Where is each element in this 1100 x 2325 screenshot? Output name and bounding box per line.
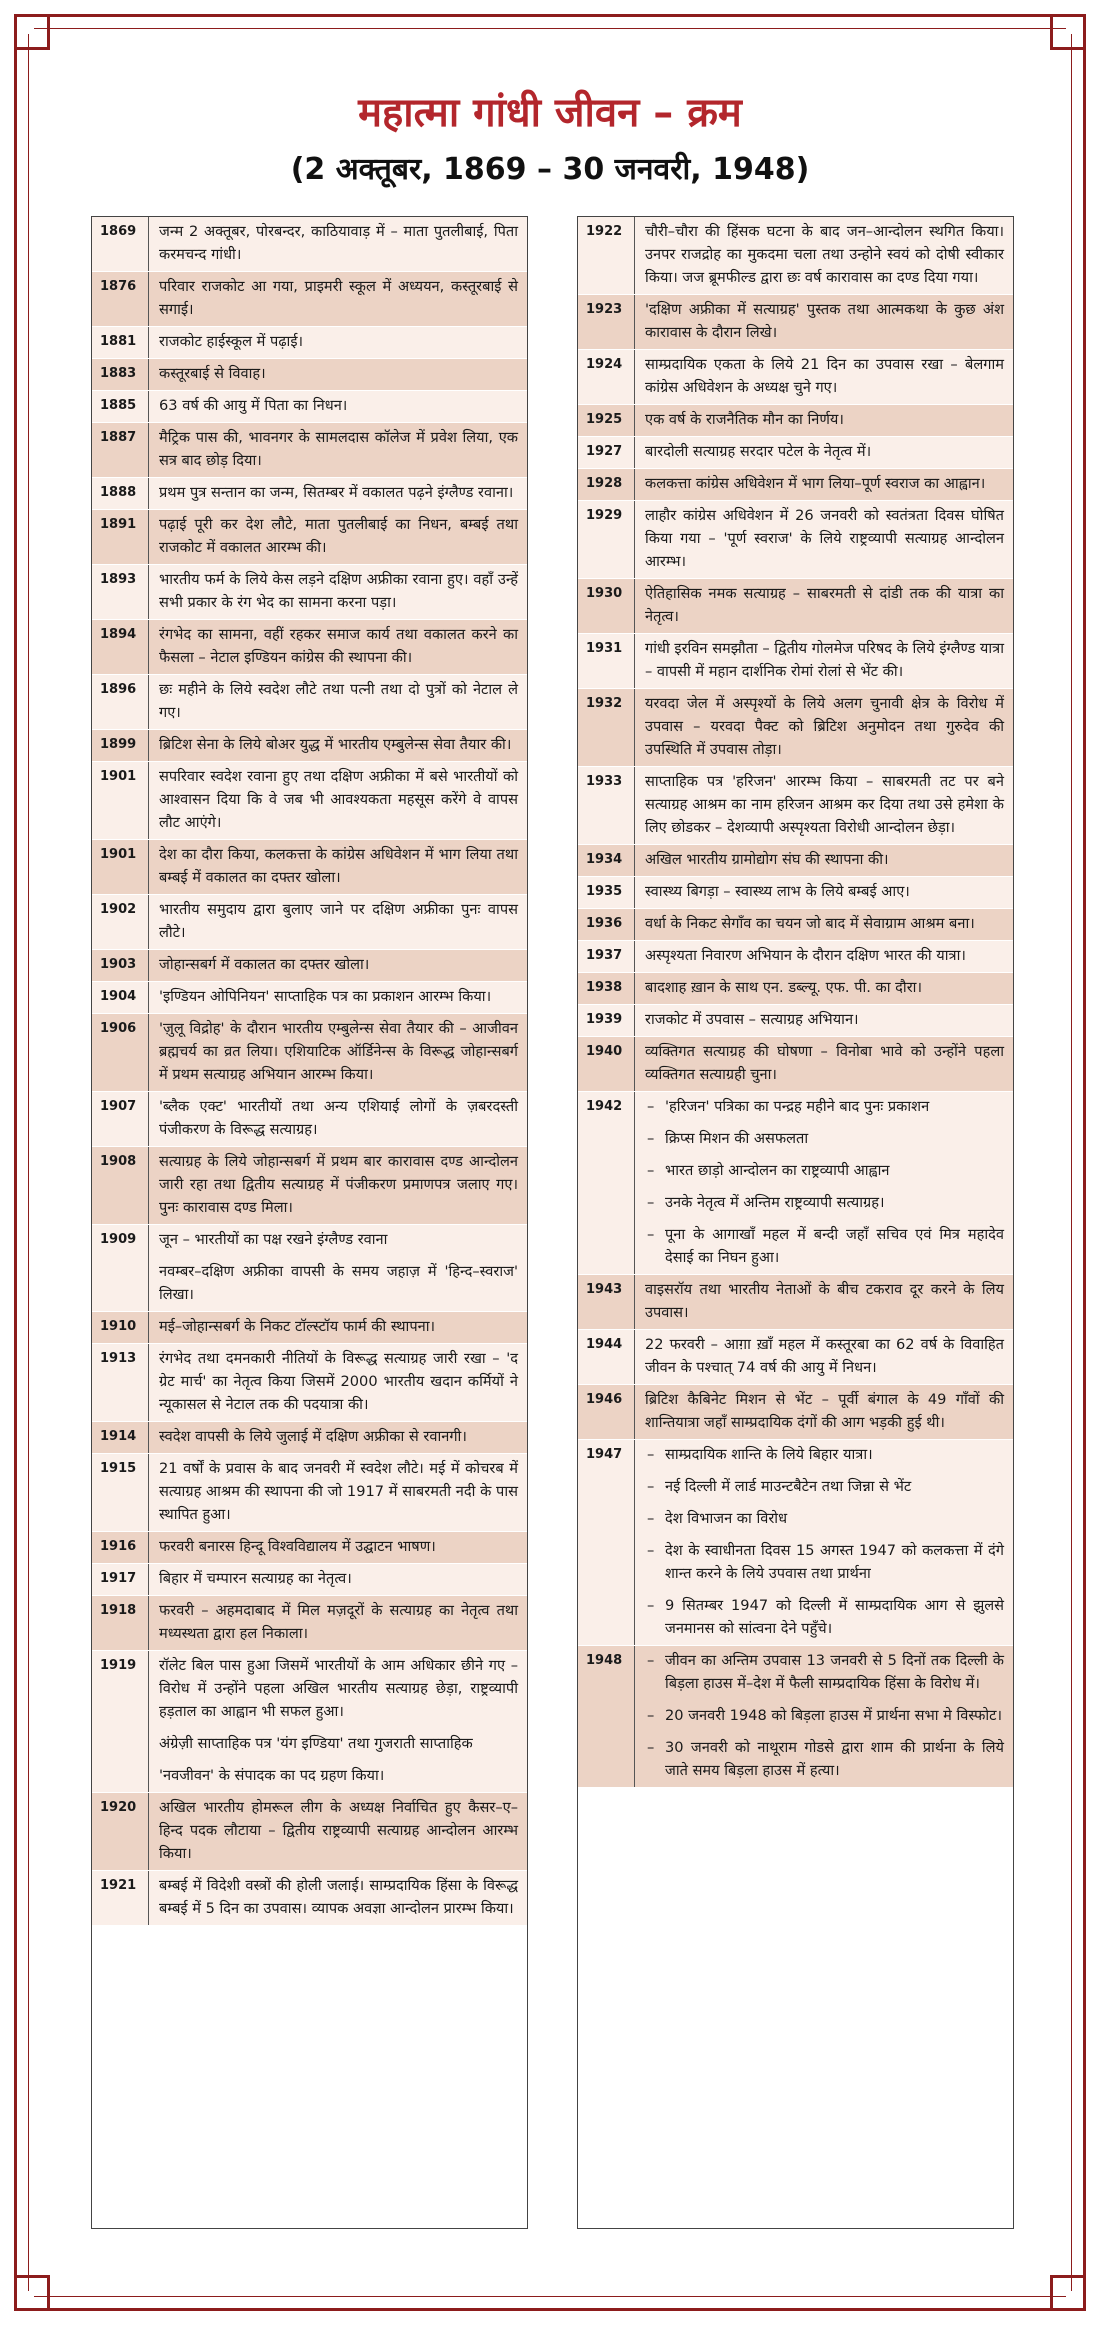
timeline-year: 1932 bbox=[586, 696, 623, 711]
timeline-event-item: – जीवन का अन्तिम उपवास 13 जनवरी से 5 दिनों तक दिल्ली के बिड़ला हाउस में–देश में फैली साम्प्रदायिक हिंसा के विरोध में। bbox=[645, 1649, 1004, 1695]
timeline-row bbox=[578, 295, 1013, 350]
timeline-row bbox=[578, 877, 1013, 909]
timeline-event bbox=[634, 217, 1013, 294]
timeline-event-item: – 20 जनवरी 1948 को बिड़ला हाउस में प्रार्थना सभा मे विस्फोट। bbox=[645, 1704, 1004, 1727]
timeline-event bbox=[148, 620, 527, 674]
timeline-event-text: देश का दौरा किया, कलकत्ता के कांग्रेस अधिवेशन में भाग लिया तथा बम्बई में वकालत का दफ्तर खोला। bbox=[159, 846, 518, 886]
timeline-row bbox=[578, 579, 1013, 634]
timeline-event bbox=[148, 1092, 527, 1146]
timeline-event-text: बारदोली सत्याग्रह सरदार पटेल के नेतृत्व में। bbox=[645, 443, 872, 460]
timeline-year: 1939 bbox=[586, 1012, 623, 1027]
timeline-year: 1938 bbox=[586, 980, 623, 995]
timeline-row bbox=[578, 689, 1013, 767]
timeline-row bbox=[92, 423, 527, 478]
timeline-event-item: – 30 जनवरी को नाथूराम गोडसे द्वारा शाम की प्रार्थना के लिये जाते समय बिड़ला हाउस में हत्या। bbox=[645, 1736, 1004, 1782]
timeline-row bbox=[92, 895, 527, 950]
timeline-event-item: – देश विभाजन का विरोध bbox=[645, 1507, 1004, 1530]
timeline-year: 1894 bbox=[100, 627, 137, 642]
timeline-event bbox=[148, 478, 527, 509]
timeline-event bbox=[634, 437, 1013, 468]
timeline-row bbox=[92, 1596, 527, 1651]
timeline-event-text: प्रथम पुत्र सन्तान का जन्म, सितम्बर में वकालत पढ़ने इंग्लैण्ड रवाना। bbox=[159, 484, 514, 501]
timeline-event-text: व्यक्तिगत सत्याग्रह की घोषणा – विनोबा भावे को उन्होंने पहला व्यक्तिगत सत्याग्रही चुना। bbox=[645, 1043, 1004, 1083]
timeline-row bbox=[578, 1385, 1013, 1440]
timeline-year: 1906 bbox=[100, 1021, 137, 1036]
timeline-year: 1904 bbox=[100, 989, 137, 1004]
timeline-year: 1901 bbox=[100, 847, 137, 862]
timeline-row bbox=[578, 1037, 1013, 1092]
timeline-event-item: – 9 सितम्बर 1947 को दिल्ली में साम्प्रदायिक आग से झुलसे जनमानस को सांत्वना देने पहुँचे। bbox=[645, 1594, 1004, 1640]
timeline-event-text: एक वर्ष के राजनैतिक मौन का निर्णय। bbox=[645, 411, 844, 428]
timeline-row bbox=[92, 327, 527, 359]
timeline-row bbox=[578, 941, 1013, 973]
timeline-event bbox=[148, 1147, 527, 1224]
timeline-event bbox=[148, 1651, 527, 1792]
timeline-year: 1876 bbox=[100, 279, 137, 294]
timeline-row bbox=[92, 1793, 527, 1871]
timeline-row bbox=[92, 840, 527, 895]
timeline-event bbox=[148, 391, 527, 422]
timeline-row bbox=[92, 1564, 527, 1596]
timeline-event-item: – भारत छाड़ो आन्दोलन का राष्ट्रव्यापी आह्वान bbox=[645, 1159, 1004, 1182]
timeline-year: 1915 bbox=[100, 1461, 137, 1476]
timeline-event-text: साप्ताहिक पत्र 'हरिजन' आरम्भ किया – साबरमती तट पर बने सत्याग्रह आश्रम का नाम हरिजन आश्रम कर दिया तथा उसे हमेशा के लिए छोडकर – देशव्यापी अस्पृश्यता विरोधी आन्दोलन छेड़ा। bbox=[645, 773, 1004, 836]
timeline-year: 1902 bbox=[100, 902, 137, 917]
timeline-event-text: वर्धा के निकट सेगाँव का चयन जो बाद में सेवाग्राम आश्रम बना। bbox=[645, 915, 975, 932]
timeline-year: 1918 bbox=[100, 1603, 137, 1618]
timeline-event bbox=[634, 1092, 1013, 1274]
timeline-year: 1923 bbox=[586, 302, 623, 317]
timeline-event bbox=[148, 1454, 527, 1531]
timeline-row bbox=[578, 767, 1013, 845]
timeline-event-text: मैट्रिक पास की, भावनगर के सामलदास कॉलेज में प्रवेश लिया, एक सत्र बाद छोड़ दिया। bbox=[159, 429, 518, 469]
timeline-year: 1931 bbox=[586, 641, 623, 656]
timeline-year: 1934 bbox=[586, 852, 623, 867]
timeline-event-text: बादशाह ख़ान के साथ एन. डब्ल्यू. एफ. पी. का दौरा। bbox=[645, 979, 922, 996]
timeline-row bbox=[578, 1092, 1013, 1275]
timeline-year: 1928 bbox=[586, 476, 623, 491]
timeline-year: 1914 bbox=[100, 1429, 137, 1444]
timeline-event-item: – उनके नेतृत्व में अन्तिम राष्ट्रव्यापी सत्याग्रह। bbox=[645, 1191, 1004, 1214]
timeline-row bbox=[578, 1440, 1013, 1646]
timeline-row bbox=[92, 565, 527, 620]
timeline-event-text: बम्बई में विदेशी वस्त्रों की होली जलाई। साम्प्रदायिक हिंसा के विरूद्ध बम्बई में 5 दिन का उपवास। व्यापक अवज्ञा आन्दोलन प्रारम्भ किया। bbox=[159, 1877, 518, 1917]
timeline-year: 1937 bbox=[586, 948, 623, 963]
timeline-event-text: 22 फरवरी – आग़ा ख़ाँ महल में कस्तूरबा का 62 वर्ष के विवाहित जीवन के पश्चात् 74 वर्ष की आयु में निधन। bbox=[645, 1336, 1004, 1376]
timeline-row bbox=[92, 217, 527, 272]
timeline-event bbox=[148, 762, 527, 839]
timeline-row bbox=[92, 359, 527, 391]
timeline-year: 1910 bbox=[100, 1319, 137, 1334]
timeline-year: 1908 bbox=[100, 1154, 137, 1169]
timeline-event bbox=[148, 423, 527, 477]
timeline-event bbox=[148, 1312, 527, 1343]
timeline-event-text: अखिल भारतीय होमरूल लीग के अध्यक्ष निर्वाचित हुए कैसर–ए–हिन्द पदक लौटाया – द्वितीय राष्ट्रव्यापी सत्याग्रह आन्दोलन आरम्भ किया। bbox=[159, 1799, 518, 1862]
timeline-year: 1946 bbox=[586, 1392, 623, 1407]
timeline-row bbox=[578, 1330, 1013, 1385]
timeline-event-item: – 'हरिजन' पत्रिका का पन्द्रह महीने बाद पुनः प्रकाशन bbox=[645, 1095, 1004, 1118]
timeline-year: 1927 bbox=[586, 444, 623, 459]
timeline-row bbox=[92, 982, 527, 1014]
timeline-year: 1944 bbox=[586, 1337, 623, 1352]
timeline-event-text: जोहान्सबर्ग में वकालत का दफ्तर खोला। bbox=[159, 956, 370, 973]
timeline-event bbox=[148, 840, 527, 894]
timeline-event-text: स्वदेश वापसी के लिये जुलाई में दक्षिण अफ्रीका से रवानगी। bbox=[159, 1428, 467, 1445]
timeline-event-text: भारतीय फर्म के लिये केस लड़ने दक्षिण अफ्रीका रवाना हुए। वहाँ उन्हें सभी प्रकार के रंग भेद का सामना करना पड़ा। bbox=[159, 571, 518, 611]
timeline-row bbox=[92, 1147, 527, 1225]
timeline-year: 1935 bbox=[586, 884, 623, 899]
timeline-event bbox=[148, 730, 527, 761]
timeline-year: 1921 bbox=[100, 1878, 137, 1893]
timeline-row bbox=[578, 405, 1013, 437]
timeline-event-text: नवम्बर–दक्षिण अफ्रीका वापसी के समय जहाज़ में 'हिन्द–स्वराज' लिखा। bbox=[159, 1263, 518, 1303]
timeline-event bbox=[148, 982, 527, 1013]
timeline-year: 1891 bbox=[100, 517, 137, 532]
timeline-row bbox=[92, 1454, 527, 1532]
timeline-event bbox=[148, 1014, 527, 1091]
timeline-event bbox=[634, 405, 1013, 436]
timeline-event-text: 63 वर्ष की आयु में पिता का निधन। bbox=[159, 397, 348, 414]
timeline-row bbox=[92, 1422, 527, 1454]
timeline-row bbox=[92, 478, 527, 510]
timeline-row bbox=[92, 620, 527, 675]
timeline-year: 1947 bbox=[586, 1447, 623, 1462]
timeline-event bbox=[148, 510, 527, 564]
timeline-event-text: अखिल भारतीय ग्रामोद्योग संघ की स्थापना की। bbox=[645, 851, 889, 868]
timeline-row bbox=[92, 1312, 527, 1344]
timeline-event-text: 'दक्षिण अफ्रीका में सत्याग्रह' पुस्तक तथा आत्मकथा के कुछ अंश कारावास के दौरान लिखे। bbox=[645, 301, 1004, 341]
timeline-row bbox=[92, 272, 527, 327]
timeline-row bbox=[92, 762, 527, 840]
timeline-year: 1901 bbox=[100, 769, 137, 784]
timeline-year: 1948 bbox=[586, 1653, 623, 1668]
timeline-event bbox=[148, 272, 527, 326]
timeline-event-text: 'ज़ुलू विद्रोह' के दौरान भारतीय एम्बुलेन्स सेवा तैयार की – आजीवन ब्रह्मचर्य का व्रत लिया। एशियाटिक ऑर्डिनेन्स के विरूद्ध जोहान्सबर्ग में प्रथम सत्याग्रह अभियान आरम्भ किया। bbox=[159, 1020, 518, 1083]
timeline-year: 1933 bbox=[586, 774, 623, 789]
timeline-event-list bbox=[645, 1443, 1004, 1640]
timeline-event bbox=[634, 767, 1013, 844]
timeline-event-text: जून – भारतीयों का पक्ष रखने इंग्लैण्ड रवाना bbox=[159, 1231, 388, 1248]
timeline-row bbox=[578, 1275, 1013, 1330]
timeline-event-text: लाहौर कांग्रेस अधिवेशन में 26 जनवरी को स्वतंत्रता दिवस घोषित किया गया – 'पूर्ण स्वराज' के लिये राष्ट्रव्यापी सत्याग्रह आन्दोलन आरम्भ। bbox=[645, 507, 1004, 570]
timeline-event bbox=[148, 1225, 527, 1311]
timeline-event-text: परिवार राजकोट आ गया, प्राइमरी स्कूल में अध्ययन, कस्तूरबाई से सगाई। bbox=[159, 278, 518, 318]
timeline-event bbox=[148, 217, 527, 271]
timeline-event-item: – नई दिल्ली में लार्ड माउन्टबैटेन तथा जिन्ना से भेंट bbox=[645, 1475, 1004, 1498]
timeline-event bbox=[634, 845, 1013, 876]
timeline-event bbox=[634, 350, 1013, 404]
timeline-event-text: यरवदा जेल में अस्पृश्यों के लिये अलग चुनावी क्षेत्र के विरोध में उपवास – यरवदा पैक्ट को ब्रिटिश अनुमोदन तथा गुरुदेव की उपस्थिति में उपवास तोड़ा। bbox=[645, 695, 1004, 758]
timeline-event-text: 21 वर्षों के प्रवास के बाद जनवरी में स्वदेश लौटे। मई में कोचरब में सत्याग्रह आश्रम की स्थापना की जो 1917 में साबरमती नदी के पास स्थापित हुआ। bbox=[159, 1460, 518, 1523]
timeline-event-text: फरवरी बनारस हिन्दू विश्वविद्यालय में उद्घाटन भाषण। bbox=[159, 1538, 436, 1555]
timeline-event bbox=[148, 359, 527, 390]
timeline-year: 1885 bbox=[100, 398, 137, 413]
timeline-event bbox=[634, 877, 1013, 908]
timeline-event bbox=[634, 1275, 1013, 1329]
timeline-year: 1913 bbox=[100, 1351, 137, 1366]
timeline-row bbox=[92, 1651, 527, 1793]
timeline-row bbox=[578, 469, 1013, 501]
timeline-event-text: चौरी–चौरा की हिंसक घटना के बाद जन–आन्दोलन स्थगित किया। उनपर राजद्रोह का मुकदमा चला तथा उन्होने स्वयं को दोषी स्वीकार किया। जज ब्रूमफील्ड द्वारा छः वर्ष कारावास का दण्ड दिया गया। bbox=[645, 223, 1004, 286]
timeline-year: 1881 bbox=[100, 334, 137, 349]
timeline-row bbox=[578, 501, 1013, 579]
timeline-event-text: वाइसरॉय तथा भारतीय नेताओं के बीच टकराव दूर करने के लिय उपवास। bbox=[645, 1281, 1004, 1321]
timeline-event bbox=[634, 295, 1013, 349]
timeline-year: 1893 bbox=[100, 572, 137, 587]
page-title: महात्मा गांधी जीवन – क्रम bbox=[358, 90, 742, 136]
timeline-event-text: सत्याग्रह के लिये जोहान्सबर्ग में प्रथम बार कारावास दण्ड आन्दोलन जारी रहा तथा द्वितीय सत्याग्रह में पंजीकरण प्रमाणपत्र जलाए गए। पुनः कारावास दण्ड मिला। bbox=[159, 1153, 518, 1216]
timeline-event bbox=[148, 327, 527, 358]
timeline-left-column bbox=[91, 216, 528, 2229]
timeline-event-text: साम्प्रदायिक एकता के लिये 21 दिन का उपवास रखा – बेलगाम कांग्रेस अधिवेशन के अध्यक्ष चुने गए। bbox=[645, 356, 1004, 396]
timeline-event-text: अस्पृश्यता निवारण अभियान के दौरान दक्षिण भारत की यात्रा। bbox=[645, 947, 966, 964]
timeline-event-list bbox=[645, 1095, 1004, 1269]
timeline-year: 1916 bbox=[100, 1539, 137, 1554]
timeline-event-text: 'नवजीवन' के संपादक का पद ग्रहण किया। bbox=[159, 1767, 385, 1784]
timeline-event bbox=[148, 895, 527, 949]
timeline-event-text: स्वास्थ्य बिगड़ा – स्वास्थ्य लाभ के लिये बम्बई आए। bbox=[645, 883, 910, 900]
timeline-year: 1883 bbox=[100, 366, 137, 381]
timeline-year: 1943 bbox=[586, 1282, 623, 1297]
timeline-event bbox=[634, 1037, 1013, 1091]
timeline-event bbox=[148, 950, 527, 981]
timeline-event-text: राजकोट हाईस्कूल में पढ़ाई। bbox=[159, 333, 304, 350]
timeline-event bbox=[634, 689, 1013, 766]
timeline-year: 1940 bbox=[586, 1044, 623, 1059]
timeline-event bbox=[634, 1440, 1013, 1645]
timeline-row bbox=[578, 845, 1013, 877]
timeline-row bbox=[578, 217, 1013, 295]
timeline-event-text: मई–जोहान्सबर्ग के निकट टॉल्स्टॉय फार्म की स्थापना। bbox=[159, 1318, 436, 1335]
timeline-event bbox=[634, 1005, 1013, 1036]
timeline-row bbox=[92, 1532, 527, 1564]
timeline-event-item: – साम्प्रदायिक शान्ति के लिये बिहार यात्रा। bbox=[645, 1443, 1004, 1466]
timeline-event bbox=[634, 909, 1013, 940]
timeline-year: 1917 bbox=[100, 1571, 137, 1586]
timeline-event bbox=[148, 675, 527, 729]
timeline-row bbox=[92, 730, 527, 762]
timeline-event-text: राजकोट में उपवास – सत्याग्रह अभियान। bbox=[645, 1011, 859, 1028]
timeline-row bbox=[92, 1014, 527, 1092]
timeline-row bbox=[578, 909, 1013, 941]
timeline-year: 1888 bbox=[100, 485, 137, 500]
timeline-event-text: छः महीने के लिये स्वदेश लौटे तथा पत्नी तथा दो पुत्रों को नेटाल ले गए। bbox=[159, 681, 518, 721]
timeline-year: 1887 bbox=[100, 430, 137, 445]
timeline-event bbox=[148, 1793, 527, 1870]
timeline-event-text: कस्तूरबाई से विवाह। bbox=[159, 365, 266, 382]
timeline-event bbox=[634, 1646, 1013, 1787]
timeline-row bbox=[92, 1092, 527, 1147]
timeline-event-text: गांधी इरविन समझौता – द्वितीय गोलमेज परिषद के लिये इंग्लैण्ड यात्रा – वापसी में महान दार्शनिक रोमां रोलां से भेंट की। bbox=[645, 640, 1004, 680]
timeline-event-text: पढ़ाई पूरी कर देश लौटे, माता पुतलीबाई का निधन, बम्बई तथा राजकोट में वकालत आरम्भ की। bbox=[159, 516, 518, 556]
timeline-event bbox=[148, 565, 527, 619]
timeline-year: 1919 bbox=[100, 1658, 137, 1673]
timeline-event-text: अंग्रेज़ी साप्ताहिक पत्र 'यंग इण्डिया' तथा गुजराती साप्ताहिक bbox=[159, 1735, 473, 1752]
timeline-year: 1920 bbox=[100, 1800, 137, 1815]
timeline-event bbox=[634, 634, 1013, 688]
timeline-event bbox=[148, 1871, 527, 1925]
timeline-event bbox=[634, 1385, 1013, 1439]
timeline-event bbox=[634, 469, 1013, 500]
timeline-year: 1924 bbox=[586, 357, 623, 372]
timeline-event-text: ब्रिटिश कैबिनेट मिशन से भेंट – पूर्वी बंगाल के 49 गाँवों की शान्तियात्रा जहाँ साम्प्रदायिक दंगों की आग भड़की हुई थी। bbox=[645, 1391, 1004, 1431]
timeline-row bbox=[92, 1344, 527, 1422]
timeline-year: 1869 bbox=[100, 224, 137, 239]
timeline-row bbox=[92, 1871, 527, 1925]
timeline-event-text: रॉलेट बिल पास हुआ जिसमें भारतीयों के आम अधिकार छीने गए – विरोध में उन्होंने पहला अखिल भारतीय सत्याग्रह छेड़ा, राष्ट्रव्यापी हड़ताल का आह्वान भी सफल हुआ। bbox=[159, 1657, 518, 1720]
timeline-year: 1942 bbox=[586, 1099, 623, 1114]
timeline-event-text: फरवरी – अहमदाबाद में मिल मज़दूरों के सत्याग्रह का नेतृत्व तथा मध्यस्थता द्वारा हल निकाला। bbox=[159, 1602, 518, 1642]
timeline-year: 1930 bbox=[586, 586, 623, 601]
timeline-year: 1896 bbox=[100, 682, 137, 697]
timeline-event-text: कलकत्ता कांग्रेस अधिवेशन में भाग लिया–पूर्ण स्वराज का आह्वान। bbox=[645, 475, 986, 492]
timeline-year: 1929 bbox=[586, 508, 623, 523]
timeline-event bbox=[634, 1330, 1013, 1384]
timeline-year: 1936 bbox=[586, 916, 623, 931]
timeline-row bbox=[578, 1005, 1013, 1037]
timeline-year: 1909 bbox=[100, 1232, 137, 1247]
timeline-event-text: ऐतिहासिक नमक सत्याग्रह – साबरमती से दांडी तक की यात्रा का नेतृत्व। bbox=[645, 585, 1004, 625]
timeline-event-text: रंगभेद का सामना, वहीं रहकर समाज कार्य तथा वकालत करने का फैसला – नेटाल इण्डियन कांग्रेस की स्थापना की। bbox=[159, 626, 518, 666]
timeline-row bbox=[92, 1225, 527, 1312]
timeline-event-text: रंगभेद तथा दमनकारी नीतियों के विरूद्ध सत्याग्रह जारी रखा – 'द ग्रेट मार्च' का नेतृत्व किया जिसमें 2000 भारतीय खदान कर्मियों ने न्यूकासल से नेटाल तक की पदयात्रा की। bbox=[159, 1350, 518, 1413]
timeline-event bbox=[148, 1596, 527, 1650]
timeline-event-text: ब्रिटिश सेना के लिये बोअर युद्ध में भारतीय एम्बुलेन्स सेवा तैयार की। bbox=[159, 736, 512, 753]
timeline-year: 1925 bbox=[586, 412, 623, 427]
timeline-row bbox=[578, 973, 1013, 1005]
timeline-right-column bbox=[577, 216, 1014, 2229]
timeline-event-item: – देश के स्वाधीनता दिवस 15 अगस्त 1947 को कलकत्ता में दंगे शान्त करने के लिये उपवास तथा प्रार्थना bbox=[645, 1539, 1004, 1585]
timeline-event-text: भारतीय समुदाय द्वारा बुलाए जाने पर दक्षिण अफ्रीका पुनः वापस लौटे। bbox=[159, 901, 518, 941]
timeline-event bbox=[634, 973, 1013, 1004]
timeline-event bbox=[634, 941, 1013, 972]
timeline-event bbox=[148, 1564, 527, 1595]
timeline-row bbox=[578, 1646, 1013, 1787]
timeline-row bbox=[578, 437, 1013, 469]
timeline-event-text: 'इण्डियन ओपिनियन' साप्ताहिक पत्र का प्रकाशन आरम्भ किया। bbox=[159, 988, 492, 1005]
timeline-year: 1903 bbox=[100, 957, 137, 972]
timeline-event bbox=[148, 1344, 527, 1421]
timeline-row bbox=[578, 350, 1013, 405]
timeline-event-text: 'ब्लैक एक्ट' भारतीयों तथा अन्य एशियाई लोगों के ज़बरदस्ती पंजीकरण के विरूद्ध सत्याग्रह। bbox=[159, 1098, 518, 1138]
timeline-event-item: – क्रिप्स मिशन की असफलता bbox=[645, 1127, 1004, 1150]
timeline-year: 1907 bbox=[100, 1099, 137, 1114]
timeline-year: 1922 bbox=[586, 224, 623, 239]
timeline-row bbox=[92, 950, 527, 982]
timeline-event bbox=[634, 579, 1013, 633]
timeline-event-text: बिहार में चम्पारन सत्याग्रह का नेतृत्व। bbox=[159, 1570, 352, 1587]
timeline-event bbox=[634, 501, 1013, 578]
timeline-event-list bbox=[645, 1649, 1004, 1782]
timeline-row bbox=[92, 510, 527, 565]
timeline-row bbox=[92, 675, 527, 730]
timeline-event-text: जन्म 2 अक्तूबर, पोरबन्दर, काठियावाड़ में – माता पुतलीबाई, पिता करमचन्द गांधी। bbox=[159, 223, 518, 263]
timeline-event bbox=[148, 1422, 527, 1453]
page-subtitle: (2 अक्तूबर, 1869 – 30 जनवरी, 1948) bbox=[290, 152, 810, 187]
timeline-year: 1899 bbox=[100, 737, 137, 752]
timeline-event bbox=[148, 1532, 527, 1563]
timeline-event-text: सपरिवार स्वदेश रवाना हुए तथा दक्षिण अफ्रीका में बसे भारतीयों को आश्वासन दिया कि वे जब भी आवश्यकता महसूस करेंगे वे वापस लौट आएंगे। bbox=[159, 768, 518, 831]
timeline-event-item: – पूना के आगाखाँ महल में बन्दी जहाँ सचिव एवं मित्र महादेव देसाई का निघन हुआ। bbox=[645, 1223, 1004, 1269]
timeline-row bbox=[92, 391, 527, 423]
timeline-row bbox=[578, 634, 1013, 689]
